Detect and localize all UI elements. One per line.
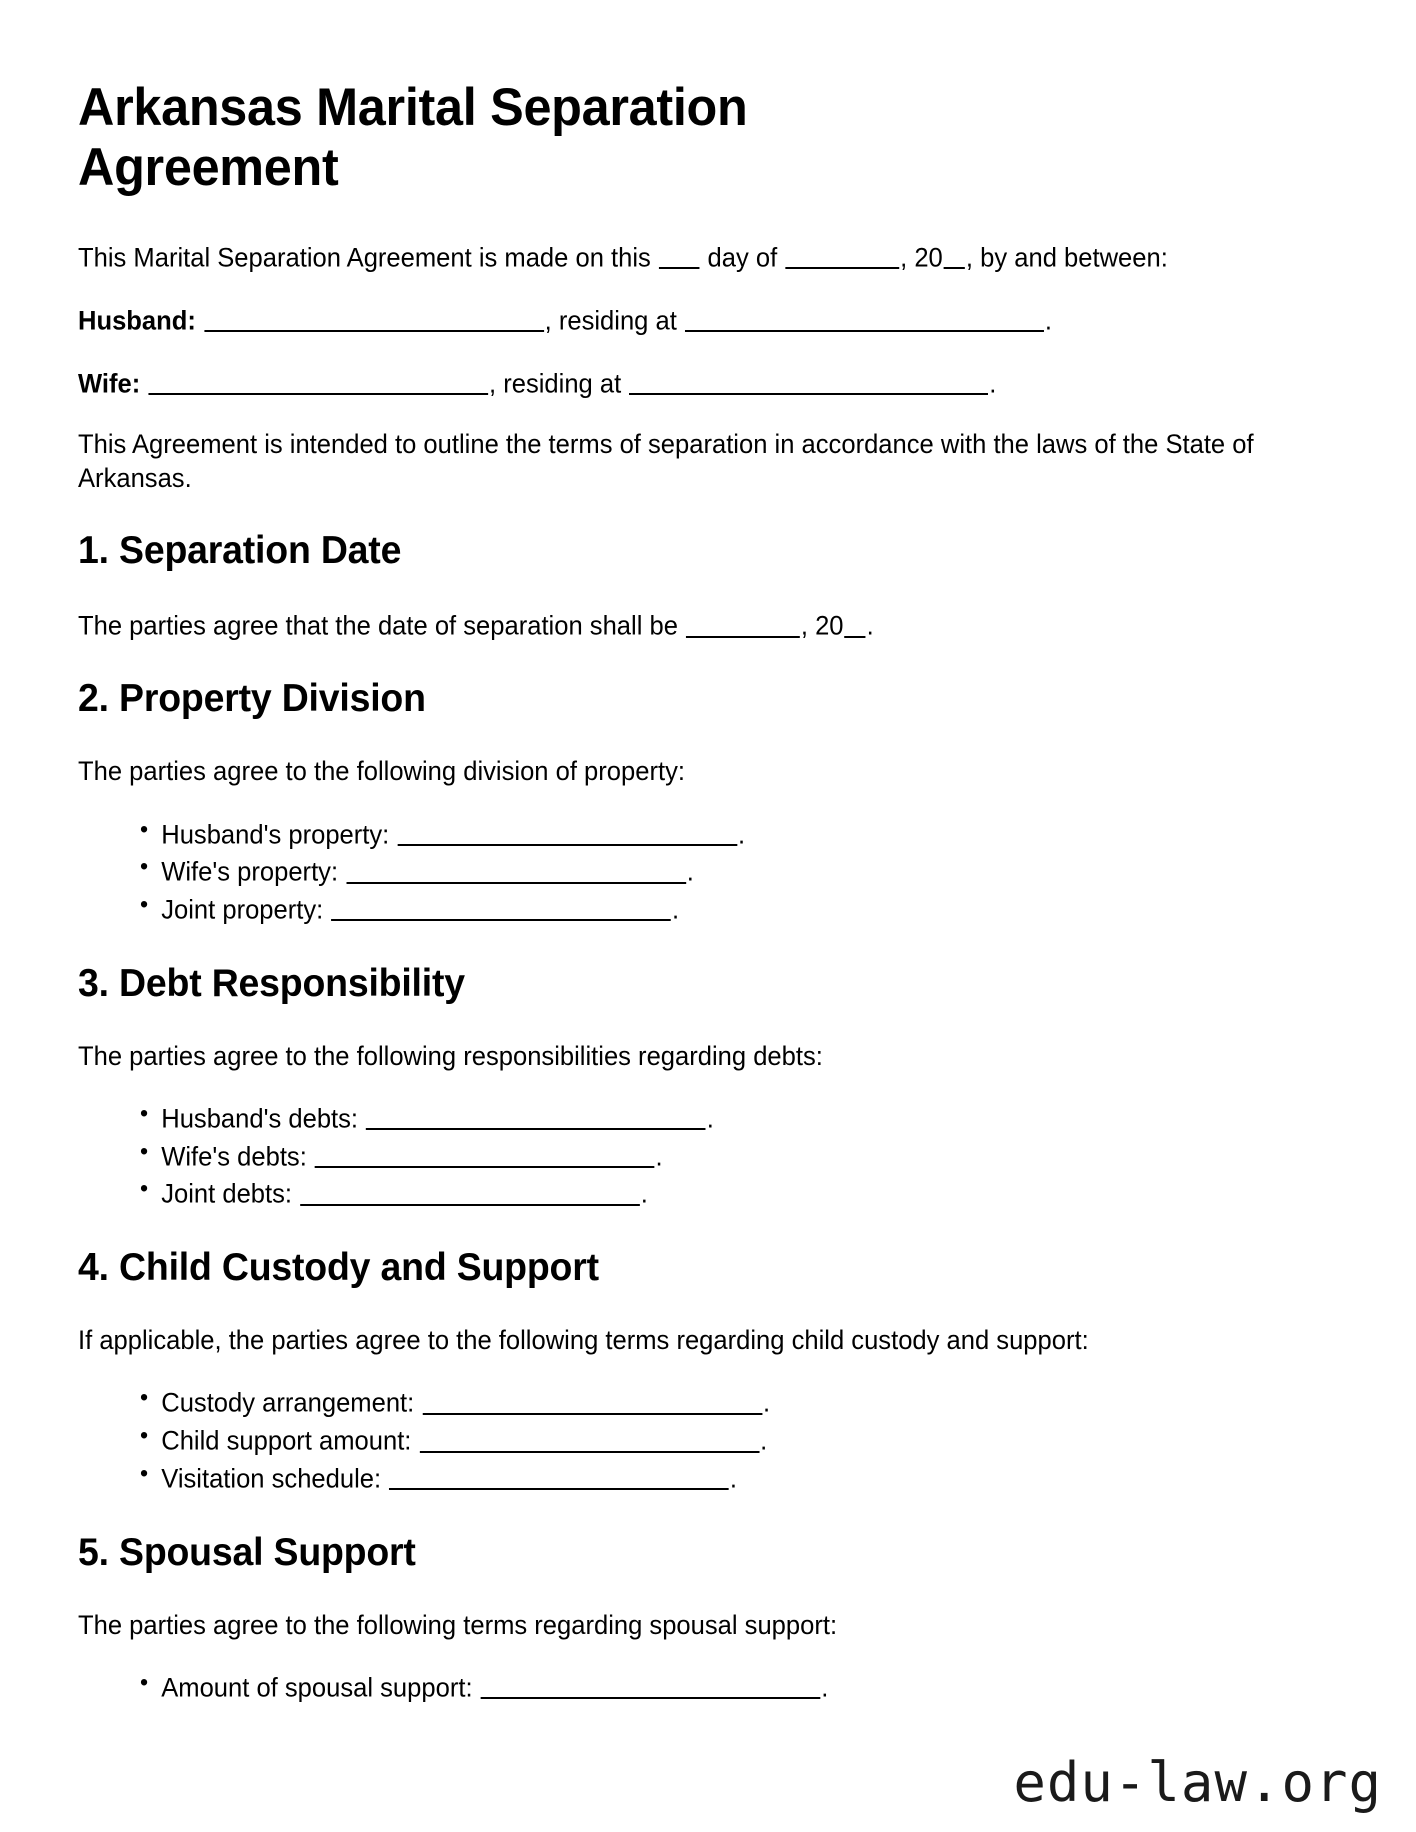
list-item-blank — [331, 893, 671, 922]
list-item-end: . — [821, 1672, 829, 1703]
list-item-label: Amount of spousal support: — [161, 1672, 473, 1703]
list-item-end: . — [706, 1103, 714, 1134]
page-title: Arkansas Marital Separation Agreement — [78, 78, 748, 197]
list-item — [140, 1174, 1296, 1212]
list-item-label: Custody arrangement: — [161, 1387, 415, 1418]
list-item-end: . — [672, 894, 680, 925]
intro-text-after-day: day of — [707, 242, 778, 273]
list-item-label: Husband's debts: — [161, 1103, 359, 1134]
list-item-end: . — [640, 1178, 648, 1209]
list-item-label: Visitation schedule: — [161, 1463, 382, 1494]
list-item — [140, 1668, 1296, 1706]
section-5-intro: The parties agree to the following terms regarding spousal support: — [78, 1609, 838, 1640]
wife-line — [78, 364, 1294, 401]
separation-year-blank — [844, 609, 865, 638]
wife-address-blank — [629, 367, 988, 396]
list-item-label: Wife's debts: — [161, 1141, 307, 1172]
wife-period: . — [989, 368, 997, 399]
year-blank — [944, 241, 965, 270]
list-item — [140, 890, 1296, 928]
list-item-blank — [397, 818, 737, 847]
list-item — [140, 1459, 1296, 1497]
separation-period: . — [866, 610, 874, 641]
wife-label: Wife: — [78, 368, 141, 399]
spousal-support-list — [78, 1668, 1338, 1706]
husband-address-blank — [685, 304, 1044, 333]
separation-year-prefix: , 20 — [800, 610, 844, 641]
list-item-blank — [300, 1177, 640, 1206]
wife-residing-text: , residing at — [488, 368, 622, 399]
wife-name-blank — [148, 367, 488, 396]
husband-name-blank — [204, 304, 544, 333]
list-item-end: . — [738, 819, 746, 849]
husband-line — [78, 301, 1294, 338]
list-item-label: Wife's property: — [161, 856, 339, 887]
section-heading-1: 1. Separation Date — [78, 529, 402, 573]
list-item-label: Husband's property: — [161, 819, 390, 849]
section-heading-5: 5. Spousal Support — [78, 1530, 416, 1574]
list-item — [140, 1383, 1296, 1421]
list-item-end: . — [729, 1463, 737, 1494]
section-4-intro: If applicable, the parties agree to the following terms regarding child custody and support: — [78, 1325, 1089, 1356]
husband-label: Husband: — [78, 305, 196, 336]
separation-date-text: The parties agree that the date of separation shall be — [78, 610, 678, 641]
list-item-label: Joint property: — [161, 894, 324, 925]
section-2-intro: The parties agree to the following division of property: — [78, 756, 685, 787]
section-heading-3: 3. Debt Responsibility — [78, 961, 465, 1005]
list-item-label: Joint debts: — [161, 1178, 293, 1209]
list-item — [140, 815, 1296, 853]
day-blank — [659, 241, 700, 270]
list-item-blank — [389, 1462, 729, 1491]
list-item-blank — [346, 855, 686, 884]
intro-text-tail: , by and between: — [965, 242, 1168, 273]
property-division-list — [78, 815, 1338, 928]
list-item-blank — [315, 1140, 655, 1169]
intro-year-prefix: , 20 — [900, 242, 943, 273]
debt-responsibility-list — [78, 1099, 1338, 1212]
list-item — [140, 1137, 1296, 1175]
list-item-blank — [422, 1386, 762, 1415]
list-item — [140, 1421, 1296, 1459]
list-item-blank — [366, 1102, 706, 1131]
section-heading-2: 2. Property Division — [78, 677, 426, 721]
list-item-end: . — [655, 1141, 663, 1172]
month-blank — [785, 241, 899, 270]
husband-residing-text: , residing at — [544, 305, 677, 336]
list-item — [140, 852, 1296, 890]
list-item-blank — [481, 1671, 821, 1700]
separation-date-blank — [686, 609, 800, 638]
list-item-blank — [420, 1424, 760, 1453]
section-1-intro — [78, 606, 1294, 643]
child-custody-list — [78, 1383, 1338, 1496]
purpose-paragraph: This Agreement is intended to outline the terms of separation in accordance with the laws of the State of Arkansas. — [78, 428, 1254, 493]
list-item-label: Child support amount: — [161, 1425, 412, 1456]
list-item-end: . — [686, 856, 694, 887]
intro-paragraph — [78, 238, 1294, 275]
document-body — [78, 78, 1338, 1706]
list-item-end: . — [762, 1387, 771, 1418]
section-heading-4: 4. Child Custody and Support — [78, 1246, 599, 1290]
list-item — [140, 1099, 1296, 1137]
husband-period: . — [1044, 305, 1052, 336]
intro-text-before-day: This Marital Separation Agreement is made on this — [78, 242, 651, 273]
section-3-intro: The parties agree to the following responsibilities regarding debts: — [78, 1040, 823, 1071]
site-watermark: edu-law.org — [1013, 1751, 1382, 1814]
list-item-end: . — [760, 1425, 768, 1456]
